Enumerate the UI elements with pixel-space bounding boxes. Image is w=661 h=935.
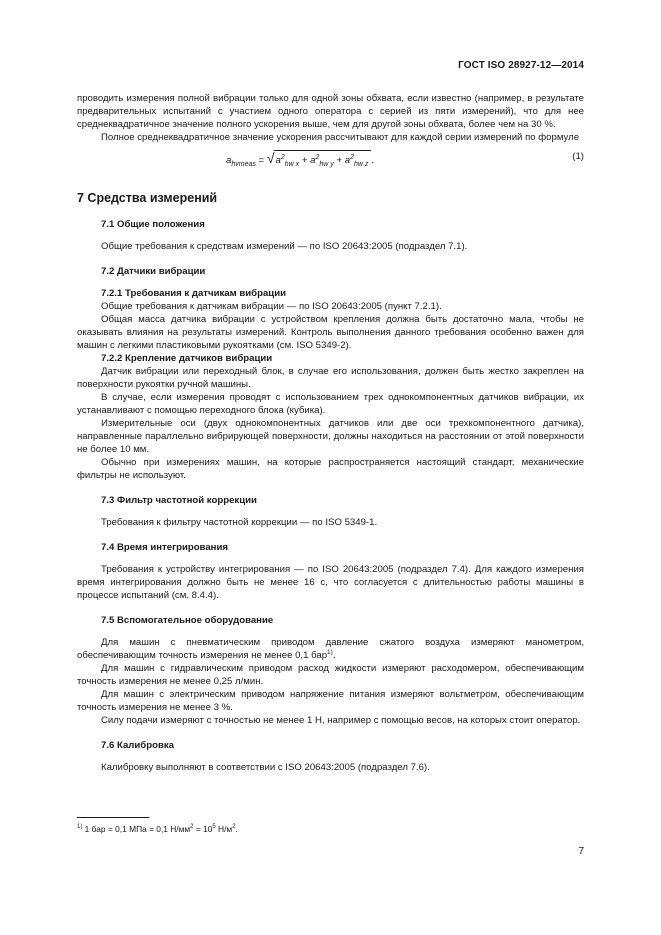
- section-7-2-title: 7.2 Датчики вибрации: [101, 266, 206, 277]
- formula-tail: .: [371, 155, 375, 167]
- plus-1: +: [301, 155, 308, 167]
- footnote-mark: 1): [77, 824, 83, 830]
- section-7-5-p3: Для машин с электрическим приводом напряжение питания измеряют вольтметром, обеспечивающим точность измерения не менее 3 %.: [77, 689, 584, 713]
- term-x-sub: hw x: [284, 161, 300, 169]
- footnote-exp-3: 2: [232, 824, 236, 830]
- section-7-5-p2: Для машин с гидравлическим приводом расход жидкости измеряют расходомером, обеспечивающим точность измерения не менее 0,25 л/мин.: [77, 663, 584, 687]
- section-7-2-1-title: 7.2.1 Требования к датчикам вибрации: [101, 288, 286, 299]
- section-7-2-2-p4: Обычно при измерениях машин, на которые распространяется настоящий стандарт, механические фильтры не используют.: [77, 457, 584, 481]
- footnote-exp-2: 5: [212, 824, 216, 830]
- section-7-4-title: 7.4 Время интегрирования: [101, 542, 228, 553]
- section-7-title: 7 Средства измерений: [77, 191, 218, 205]
- section-7-5-p4: Силу подачи измеряют с точностью не менее 1 Н, например с помощью весов, на которых стоит оператор.: [101, 715, 581, 726]
- section-7-1-text: Общие требования к средствам измерений — по ISO 20643:2005 (подраздел 7.1).: [101, 241, 468, 252]
- section-7-6-text: Калибровку выполняют в соответствии с ISO 20643:2005 (подраздел 7.6).: [101, 762, 430, 773]
- term-z-sub: hw z: [353, 161, 369, 169]
- footnote-reference[interactable]: 1): [327, 648, 333, 656]
- term-x: a: [275, 155, 281, 167]
- section-7-2-1-p1: Общие требования к датчикам вибрации — по ISO 20643:2005 (пункт 7.2.1).: [101, 301, 442, 312]
- footnote: [77, 822, 238, 835]
- section-7-5-p1-end: .: [332, 650, 336, 661]
- section-7-3-title: 7.3 Фильтр частотной коррекции: [101, 495, 257, 506]
- page-body: [77, 92, 584, 774]
- term-z-sup: 2: [350, 154, 354, 161]
- section-7-4-text: Требования к устройству интегрирования — по ISO 20643:2005 (подраздел 7.4). Для каждого измерения время интегрирования должно быть не менее 16 с, что согласуется с длительностью работы машины в процессе испытаний (см. 8.4.4).: [77, 564, 584, 601]
- term-y-sub: hw y: [319, 161, 334, 169]
- section-7-2-2-p2: В случае, если измерения проводят с использованием трех однокомпонентных датчиков вибрации, их устанавливают с помощью переходного блока (кубика).: [77, 392, 584, 416]
- formula-1: [77, 146, 584, 174]
- section-7-3-text: Требования к фильтру частотной коррекции — по ISO 5349-1.: [101, 517, 378, 528]
- section-7-5-p1-text: Для машин с пневматическим приводом давление сжатого воздуха измеряют манометром, обеспечивающим точность измерения не менее 0,1 бар: [77, 637, 584, 661]
- footnote-exp-1: 2: [190, 824, 194, 830]
- footnote-part-a: 1 бар = 0,1 МПа = 0,1 Н/мм: [82, 823, 191, 834]
- footnote-part-b: = 10: [193, 823, 213, 834]
- intro-paragraph-1: проводить измерения полной вибрации только для одной зоны обхвата, если известно (например, в результате предварительных испытаний с участием одного оператора с серией из пяти измерений), что для нее среднеквадратичное значение полного ускорения выше, чем для другой зоны обхвата, более чем на 30 %.: [77, 93, 584, 130]
- footnote-divider: [77, 817, 149, 818]
- term-y-sup: 2: [315, 154, 320, 161]
- section-7-2-2-p3: Измерительные оси (двух однокомпонентных датчиков или две оси трехкомпонентного датчика), направленные параллельно вибрирующей поверхности, должны находиться на расстоянии от этой поверхности не более 10 мм.: [77, 418, 584, 455]
- section-7-2-2-title: 7.2.2 Крепление датчиков вибрации: [101, 353, 273, 364]
- page-number: 7: [578, 846, 584, 857]
- section-7-2-2-p1: Датчик вибрации или переходный блок, в случае его использования, должен быть жестко закреплен на поверхности рукоятки ручной машины.: [77, 366, 584, 390]
- sqrt-icon: √: [266, 150, 275, 167]
- formula-radicand: [274, 150, 375, 171]
- section-7-6-title: 7.6 Калибровка: [101, 740, 174, 751]
- formula-equals: =: [258, 155, 265, 167]
- footnote-part-d: .: [235, 823, 238, 834]
- formula-lhs: a: [226, 155, 232, 167]
- term-z: a: [344, 155, 351, 167]
- intro-paragraph-2: Полное среднеквадратичное значение ускорения рассчитывают для каждой серии измерений по формуле: [101, 132, 580, 143]
- term-x-sup: 2: [280, 154, 285, 161]
- section-7-2-1-p2: Общая масса датчика вибрации с устройством крепления должна быть достаточно мала, чтобы не оказывать влияния на результаты измерений. Контроль выполнения данного требования особенно важен для машин с легкими пластиковыми рукоятками (см. ISO 5349-2).: [77, 314, 584, 351]
- footnote-part-c: Н/м: [215, 823, 233, 834]
- standard-header: ГОСТ ISO 28927-12—2014: [458, 60, 584, 71]
- section-7-5-p1: [77, 636, 584, 662]
- formula-expression: [226, 150, 374, 171]
- section-7-1-title: 7.1 Общие положения: [101, 219, 205, 230]
- section-7-5-title: 7.5 Вспомогательное оборудование: [101, 615, 274, 626]
- term-y: a: [310, 155, 316, 167]
- plus-2: +: [336, 155, 343, 167]
- formula-lhs-sub: hvmeas: [231, 161, 256, 169]
- formula-number: (1): [572, 151, 584, 162]
